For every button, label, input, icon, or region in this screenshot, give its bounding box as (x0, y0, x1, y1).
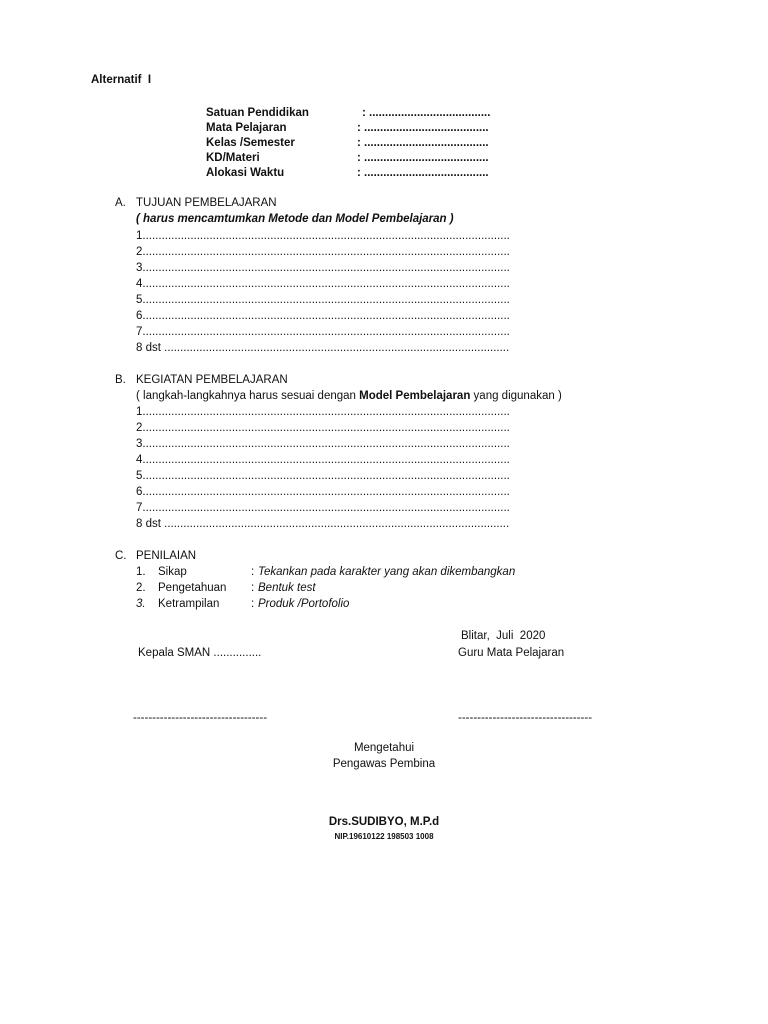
place-date: Blitar, Juli 2020 (461, 630, 546, 642)
headmaster-title: Kepala SMAN ............... (138, 647, 262, 659)
penilaian-label-ketrampilan: Ketrampilan (158, 598, 220, 610)
section-a-line-6: 6................................................................................................................... (136, 310, 510, 322)
penilaian-num-2: 2. (136, 582, 146, 594)
teacher-signature-line: ----------------------------------- (458, 712, 593, 724)
section-b-title: KEGIATAN PEMBELAJARAN (136, 374, 288, 386)
identity-label-satuan: Satuan Pendidikan (206, 107, 309, 119)
identity-value-kelas: : ....................................... (357, 137, 489, 149)
section-a-line-1: 1................................................................................................................... (136, 230, 510, 242)
penilaian-colon-1: : (251, 566, 255, 578)
headmaster-signature-line: ----------------------------------- (133, 712, 268, 724)
identity-label-mapel: Mata Pelajaran (206, 122, 287, 134)
identity-label-alokasi: Alokasi Waktu (206, 167, 285, 179)
acknowledge-label: Mengetahui (353, 742, 415, 754)
identity-value-alokasi: : ....................................... (357, 167, 489, 179)
section-a-line-3: 3................................................................................................................... (136, 262, 510, 274)
teacher-title: Guru Mata Pelajaran (458, 647, 565, 659)
penilaian-colon-2: : (251, 582, 255, 594)
section-a-note: ( harus mencamtumkan Metode dan Model Pembelajaran ) (136, 213, 454, 225)
document-heading: Alternatif I (91, 74, 152, 86)
penilaian-num-3: 3. (136, 598, 146, 610)
section-a-title: TUJUAN PEMBELAJARAN (136, 197, 277, 209)
penilaian-desc-pengetahuan: Bentuk test (258, 582, 316, 594)
section-a-line-5: 5................................................................................................................... (136, 294, 510, 306)
penilaian-colon-3: : (251, 598, 255, 610)
section-b-note-emphasis: Model Pembelajaran (359, 390, 471, 402)
identity-label-kelas: Kelas /Semester (206, 137, 295, 149)
section-b-line-4: 4................................................................................................................... (136, 454, 510, 466)
identity-label-kd: KD/Materi (206, 152, 260, 164)
section-b-line-2: 2................................................................................................................... (136, 422, 510, 434)
penilaian-num-1: 1. (136, 566, 146, 578)
section-b-marker: B. (115, 374, 126, 386)
penilaian-label-sikap: Sikap (158, 566, 187, 578)
identity-value-satuan: : ...................................... (362, 107, 491, 119)
section-a-line-2: 2................................................................................................................... (136, 246, 510, 258)
supervisor-name: Drs.SUDIBYO, M.P.d (328, 816, 440, 828)
identity-value-kd: : ....................................... (357, 152, 489, 164)
section-b-line-5: 5................................................................................................................... (136, 470, 510, 482)
section-c-title: PENILAIAN (136, 550, 197, 562)
identity-value-mapel: : ....................................... (357, 122, 489, 134)
section-b-line-8: 8 dst ............................................................................................................ (136, 518, 510, 530)
section-a-line-8: 8 dst ............................................................................................................ (136, 342, 510, 354)
section-b-line-7: 7................................................................................................................... (136, 502, 510, 514)
section-b-note-end: yang digunakan ) (470, 390, 562, 402)
section-a-line-4: 4................................................................................................................... (136, 278, 510, 290)
supervisor-nip: NIP.19610122 198503 1008 (334, 832, 434, 841)
section-b-note-start: ( langkah-langkahnya harus sesuai dengan (136, 390, 360, 402)
section-b-note (136, 389, 562, 404)
penilaian-desc-ketrampilan: Produk /Portofolio (258, 598, 350, 610)
penilaian-desc-sikap: Tekankan pada karakter yang akan dikembangkan (258, 566, 516, 578)
penilaian-label-pengetahuan: Pengetahuan (158, 582, 227, 594)
section-a-marker: A. (115, 197, 126, 209)
section-c-marker: C. (115, 550, 127, 562)
section-b-line-3: 3................................................................................................................... (136, 438, 510, 450)
section-a-line-7: 7................................................................................................................... (136, 326, 510, 338)
supervisor-title: Pengawas Pembina (332, 758, 436, 770)
section-b-line-1: 1................................................................................................................... (136, 406, 510, 418)
section-b-line-6: 6................................................................................................................... (136, 486, 510, 498)
